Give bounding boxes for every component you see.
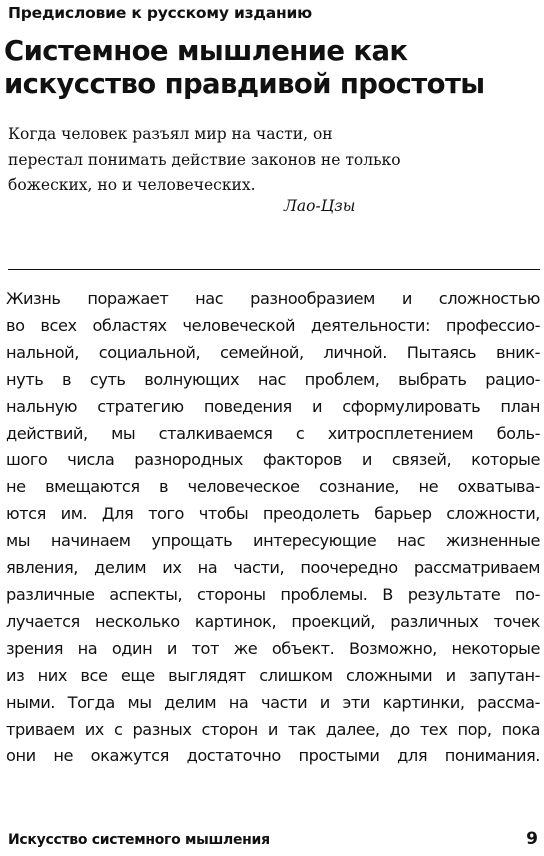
body-line: зрения на один и тот же объект. Возможно, некоторые	[6, 638, 540, 658]
epigraph	[8, 122, 428, 199]
body-line: Жизнь поражает нас разнообразием и сложностью	[6, 289, 540, 308]
running-foot: Искусство системного мышления	[8, 832, 270, 848]
body-line: мы начинаем упрощать интересующие нас жизненные	[6, 531, 540, 551]
chapter-title	[4, 35, 540, 101]
epigraph-line: перестал понимать действие законов не только	[8, 150, 401, 169]
body-line: нальной, социальной, семейной, личной. Пытаясь вник-	[6, 342, 540, 362]
body-line: не вмещаются в человеческое сознание, не охватыва-	[6, 477, 540, 497]
body-line: действий, мы сталкиваемся с хитросплетением боль-	[6, 423, 540, 443]
body-line: лучается несколько картинок, проекций, различных точек	[6, 611, 540, 631]
epigraph-author: Лао-Цзы	[284, 197, 356, 215]
body-line: различные аспекты, стороны проблемы. В результате по-	[6, 584, 540, 604]
body-line: нуть в суть волнующих нас проблем, выбрать рацио-	[6, 369, 540, 389]
epigraph-line: Когда человек разъял мир на части, он	[8, 125, 333, 143]
body-line: шого числа разнородных факторов и связей, которые	[6, 450, 540, 470]
body-paragraph	[6, 286, 540, 770]
body-line: нальную стратегию поведения и сформулировать план	[6, 396, 540, 416]
running-head: Предисловие к русскому изданию	[8, 4, 313, 22]
body-line: из них все еще выглядят слишком сложными и запутан-	[6, 665, 540, 685]
body-line: во всех областях человеческой деятельности: профессио-	[6, 315, 540, 335]
chapter-title-line: Системное мышление как	[4, 35, 408, 67]
body-line: они не окажутся достаточно простыми для понимания.	[6, 746, 540, 766]
chapter-title-line: искусство правдивой простоты	[4, 68, 485, 100]
section-divider	[8, 269, 540, 270]
epigraph-line: божеских, но и человеческих.	[8, 176, 256, 194]
body-line: ными. Тогда мы делим на части и эти картинки, рассма-	[6, 692, 540, 712]
page-number: 9	[526, 829, 538, 849]
body-line: явления, делим их на части, поочередно рассматриваем	[6, 558, 540, 578]
body-line: триваем их с разных сторон и так далее, до тех пор, пока	[6, 719, 540, 739]
body-line: ются им. Для того чтобы преодолеть барьер сложности,	[6, 504, 540, 524]
